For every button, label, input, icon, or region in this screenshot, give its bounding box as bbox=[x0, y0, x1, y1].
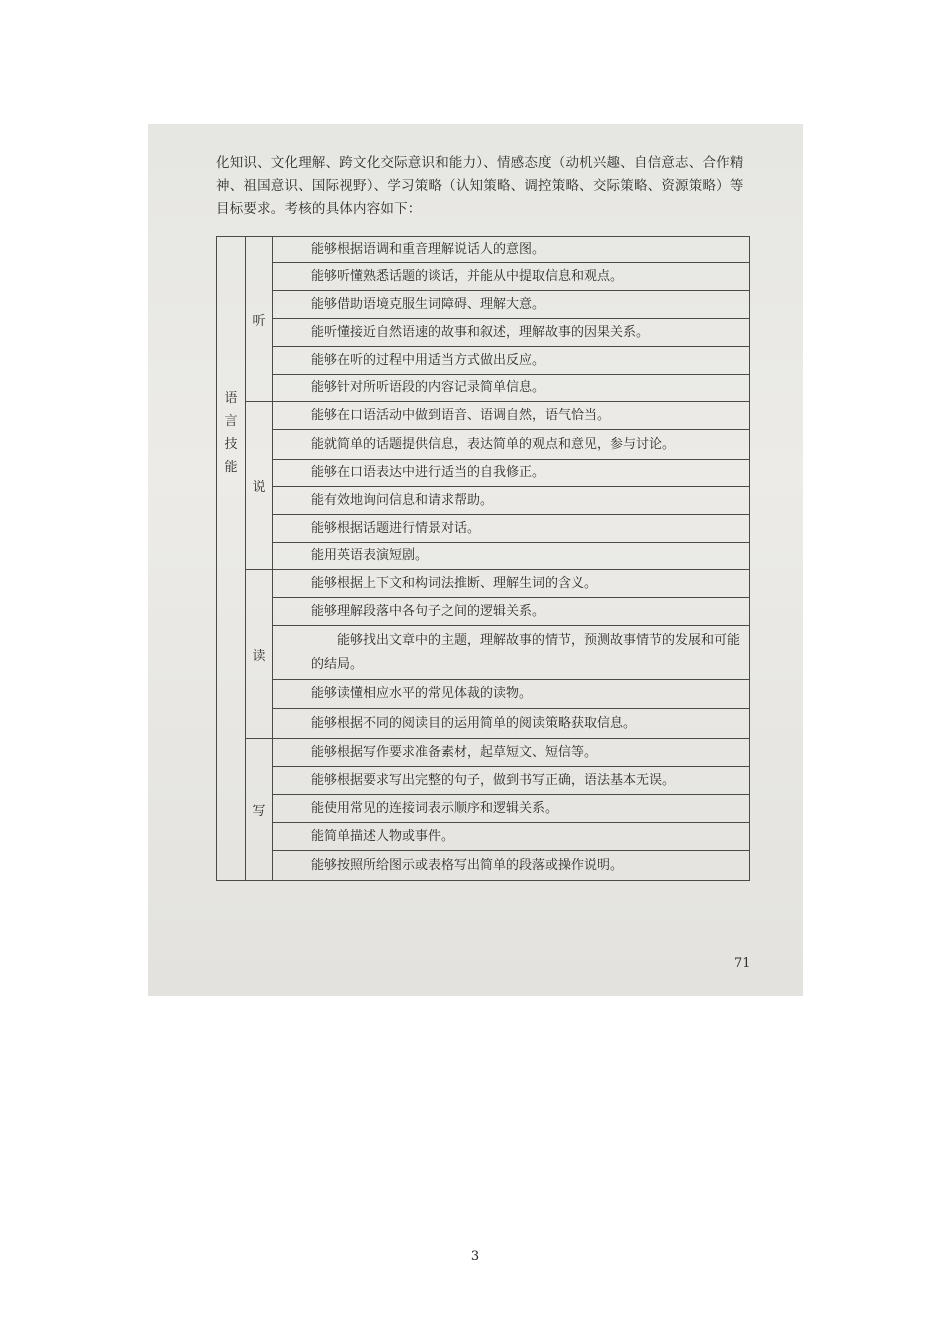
table-row bbox=[217, 460, 750, 487]
category-cell: 语 言 技 能 bbox=[217, 237, 246, 881]
photo-page-number: 71 bbox=[734, 956, 751, 971]
table-row bbox=[217, 263, 750, 291]
table-row bbox=[217, 823, 750, 851]
table-row bbox=[217, 430, 750, 460]
skill-item: 能够根据写作要求准备素材，起草短文、短信等。 bbox=[273, 739, 750, 767]
skill-group-cell: 写 bbox=[246, 739, 273, 881]
skill-item: 能够听懂熟悉话题的谈话，并能从中提取信息和观点。 bbox=[273, 263, 750, 291]
table-row bbox=[217, 237, 750, 263]
skill-item: 能够在听的过程中用适当方式做出反应。 bbox=[273, 347, 750, 375]
table-row bbox=[217, 795, 750, 823]
table-row bbox=[217, 851, 750, 881]
table-row bbox=[217, 319, 750, 347]
table-row bbox=[217, 487, 750, 515]
table-row bbox=[217, 739, 750, 767]
skill-item: 能简单描述人物或事件。 bbox=[273, 823, 750, 851]
skill-item: 能够根据语调和重音理解说话人的意图。 bbox=[273, 237, 750, 263]
skill-group-cell: 读 bbox=[246, 570, 273, 739]
skill-item: 能够根据要求写出完整的句子，做到书写正确，语法基本无误。 bbox=[273, 767, 750, 795]
skill-item: 能够找出文章中的主题，理解故事的情节，预测故事情节的发展和可能的结局。 bbox=[273, 626, 750, 680]
skill-item: 能够在口语活动中做到语音、语调自然，语气恰当。 bbox=[273, 402, 750, 430]
skill-item: 能有效地询问信息和请求帮助。 bbox=[273, 487, 750, 515]
skill-item: 能够根据不同的阅读目的运用简单的阅读策略获取信息。 bbox=[273, 709, 750, 739]
table-row bbox=[217, 291, 750, 319]
table-row bbox=[217, 543, 750, 570]
table-row bbox=[217, 570, 750, 598]
skill-item: 能听懂接近自然语速的故事和叙述，理解故事的因果关系。 bbox=[273, 319, 750, 347]
skill-group-cell: 听 bbox=[246, 237, 273, 402]
skill-item: 能够借助语境克服生词障碍、理解大意。 bbox=[273, 291, 750, 319]
skill-item: 能用英语表演短剧。 bbox=[273, 543, 750, 570]
scanned-page-photo bbox=[148, 124, 803, 996]
skill-item: 能够针对所听语段的内容记录简单信息。 bbox=[273, 375, 750, 402]
language-skills-table bbox=[216, 236, 750, 881]
skill-item: 能使用常见的连接词表示顺序和逻辑关系。 bbox=[273, 795, 750, 823]
skill-item: 能够在口语表达中进行适当的自我修正。 bbox=[273, 460, 750, 487]
table-row bbox=[217, 347, 750, 375]
skill-item: 能够理解段落中各句子之间的逻辑关系。 bbox=[273, 598, 750, 626]
intro-paragraph: 化知识、文化理解、跨文化交际意识和能力）、情感态度（动机兴趣、自信意志、合作精神、祖国意识、国际视野）、学习策略（认知策略、调控策略、交际策略、资源策略）等目标要求。考核的具体内容如下： bbox=[216, 155, 744, 217]
table-row bbox=[217, 375, 750, 402]
table-row bbox=[217, 767, 750, 795]
skill-item: 能够根据上下文和构词法推断、理解生词的含义。 bbox=[273, 570, 750, 598]
table-row bbox=[217, 598, 750, 626]
skill-group-cell: 说 bbox=[246, 402, 273, 570]
skill-item: 能够根据话题进行情景对话。 bbox=[273, 515, 750, 543]
skill-item: 能就简单的话题提供信息，表达简单的观点和意见，参与讨论。 bbox=[273, 430, 750, 460]
table-row bbox=[217, 709, 750, 739]
skill-item: 能够读懂相应水平的常见体裁的读物。 bbox=[273, 680, 750, 709]
document-page-number: 3 bbox=[470, 1249, 480, 1264]
table-row bbox=[217, 402, 750, 430]
table-row bbox=[217, 515, 750, 543]
skill-item: 能够按照所给图示或表格写出简单的段落或操作说明。 bbox=[273, 851, 750, 881]
table-row bbox=[217, 626, 750, 680]
table-row bbox=[217, 680, 750, 709]
